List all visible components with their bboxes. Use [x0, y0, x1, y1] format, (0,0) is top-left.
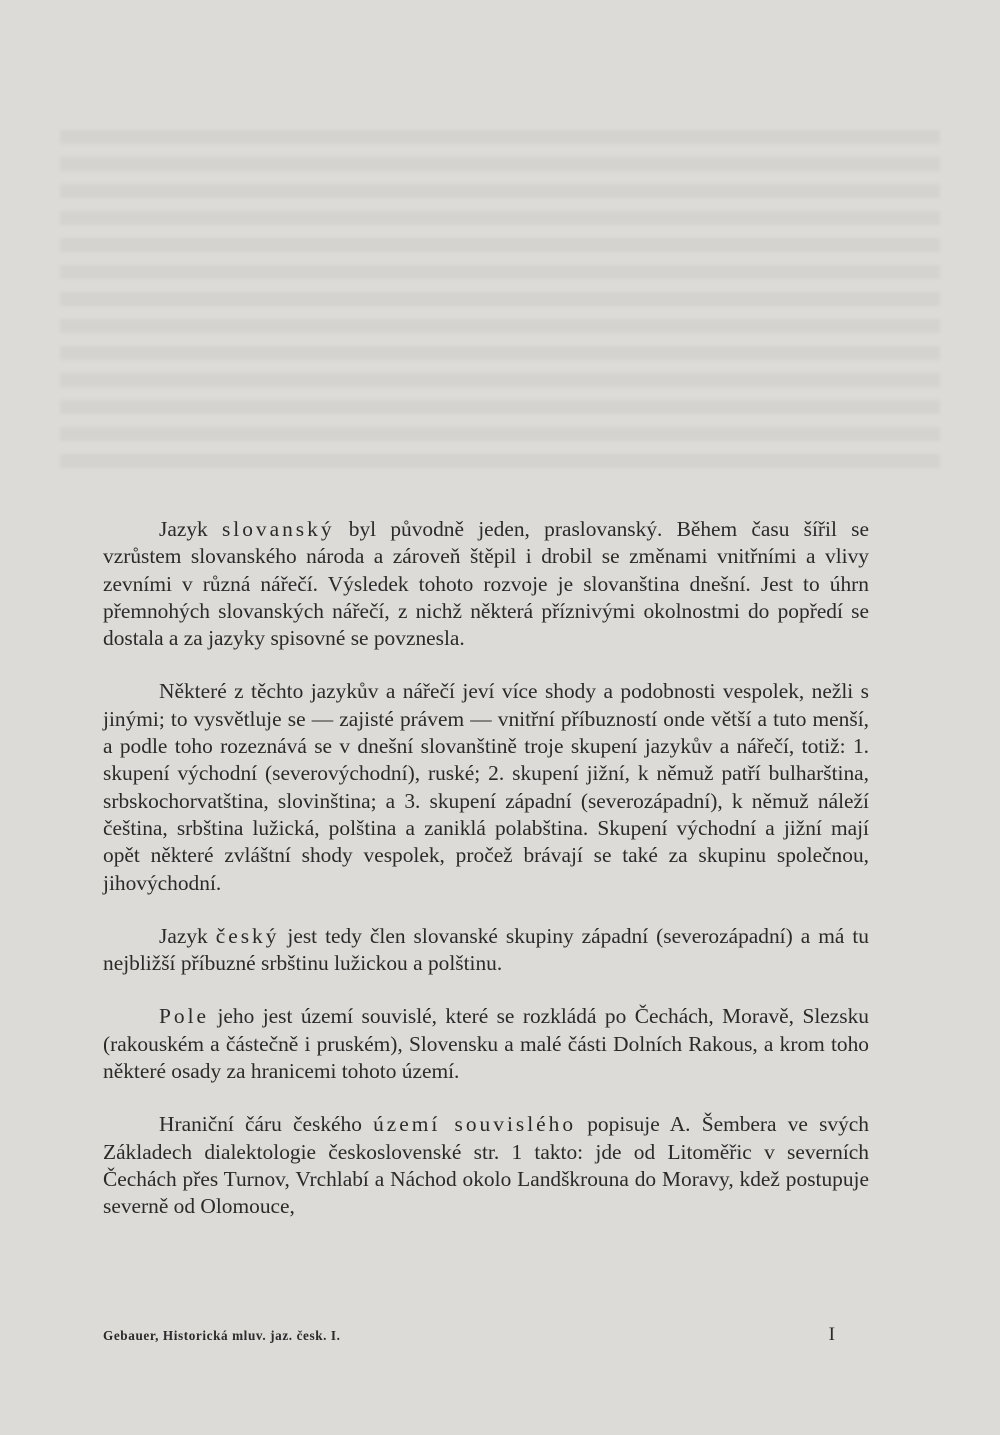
- spaced-term: území souvislého: [373, 1112, 577, 1137]
- body-text: [103, 516, 869, 1221]
- text-run: Některé z těchto jazykův a nářečí jeví více shody a podobnosti vespolek, nežli s jinými; to vysvětluje se — zajisté právem — vnitřní příbuzností onde větší a tuto menší, a podle toho rozeznává se v dnešní slovanštině troje skupení jazykův a nářečí, totiž: 1. skupení východní (severovýchodní), ruské; 2. skupení jižní, k němuž patří bulharština, srbskochorvatština, slovinština; a 3. skupení západní (severozápadní), k němuž náleží čeština, srbština lužická, polština a zaniklá polabština. Skupení východní a jižní mají opět některé zvláštní shody vespolek, pročež brávají se také za skupinu společnou, jihovýchodní.: [103, 679, 869, 895]
- text-run: Jazyk: [159, 923, 216, 948]
- text-run: Hraniční čáru českého: [159, 1112, 374, 1137]
- signature-mark: I: [828, 1324, 835, 1345]
- text-run: popisuje A. Šembera ve svých Základech dialektologie československé str. 1 takto: jde od Litoměřic v severních Čechách přes Turnov, Vrchlabí a Náchod okolo Landškrouna do Moravy, kdež postupuje severně od Olomouce,: [103, 1112, 869, 1219]
- text-run: jeho jest území souvislé, které se rozkládá po Čechách, Moravě, Slezsku (rakouském a částečně i pruském), Slovensku a malé části Dolních Rakous, a krom toho některé osady za hranicemi tohoto území.: [103, 1004, 869, 1084]
- paragraph: [103, 1003, 869, 1085]
- spaced-term: Pole: [159, 1004, 210, 1029]
- text-run: byl původně jeden, praslovanský. Během času šířil se vzrůstem slovanského národa a zároveň štěpil i drobil se změnami vnitřními a vlivy zevními v různá nářečí. Výsledek tohoto rozvoje je slovanština dnešní. Jest to úhrn přemnohých slovanských nářečí, z nichž některá příznivými okolnostmi do popředí se dostala a za jazyky spisovné se povznesla.: [103, 517, 869, 651]
- spaced-term: slovanský: [221, 517, 335, 541]
- footer-citation: Gebauer, Historická mluv. jaz. česk. I.: [103, 1328, 341, 1343]
- text-run: Jazyk: [159, 517, 222, 541]
- paragraph: [103, 1111, 869, 1220]
- paragraph: [103, 923, 869, 978]
- paragraph: [103, 516, 869, 652]
- paragraph: [103, 678, 869, 896]
- text-run: jest tedy člen slovanské skupiny západní (severozápadní) a má tu nejbližší příbuzné srbštinu lužickou a polštinu.: [103, 923, 869, 976]
- spaced-term: český: [215, 923, 280, 948]
- bleed-through-shadow: [60, 130, 940, 470]
